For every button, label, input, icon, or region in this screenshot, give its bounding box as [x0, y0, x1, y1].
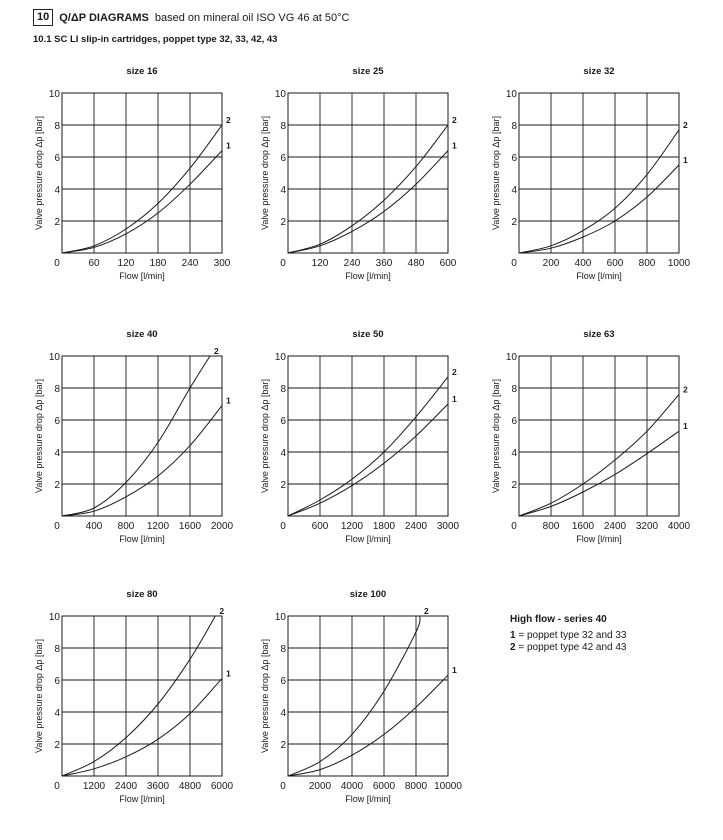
y-tick-label: 2 — [54, 740, 60, 751]
y-tick-label: 10 — [274, 612, 286, 623]
x-axis-label: Flow [l/min] — [576, 534, 622, 544]
y-tick-label: 8 — [511, 384, 517, 395]
x-tick-label: 1600 — [178, 521, 202, 532]
chart-size-63 — [491, 329, 691, 544]
y-tick-label: 6 — [511, 416, 517, 427]
chart-title: size 32 — [583, 66, 615, 77]
plot-frame — [288, 356, 448, 516]
x-tick-label: 600 — [606, 258, 624, 269]
chart-title: size 63 — [583, 329, 615, 340]
x-tick-label: 400 — [85, 521, 103, 532]
x-axis-label: Flow [l/min] — [119, 534, 165, 544]
x-tick-label: 0 — [54, 258, 60, 269]
legend — [510, 614, 627, 654]
x-tick-label: 4800 — [178, 781, 202, 792]
y-tick-label: 6 — [511, 153, 517, 164]
series-label-1: 1 — [452, 394, 457, 404]
x-axis-label: Flow [l/min] — [345, 534, 391, 544]
y-tick-label: 2 — [511, 217, 517, 228]
series-label-2: 2 — [452, 115, 457, 125]
series-label-2: 2 — [214, 346, 219, 356]
chart-size-25 — [260, 66, 457, 281]
y-tick-label: 10 — [274, 352, 286, 363]
series-line-1 — [288, 151, 448, 253]
series-line-1 — [62, 151, 222, 253]
y-tick-label: 2 — [280, 480, 286, 491]
series-label-1: 1 — [452, 140, 457, 151]
legend-key-1: 1 — [510, 630, 516, 641]
x-tick-label: 0 — [280, 781, 286, 792]
x-tick-label: 3600 — [146, 781, 170, 792]
series-label-1: 1 — [683, 421, 688, 432]
y-tick-label: 10 — [505, 89, 517, 100]
y-tick-label: 10 — [48, 612, 60, 623]
plot-frame — [288, 93, 448, 253]
x-axis-label: Flow [l/min] — [345, 271, 391, 281]
x-tick-label: 10000 — [434, 781, 462, 792]
y-tick-label: 6 — [54, 416, 60, 427]
series-line-1 — [62, 406, 222, 516]
y-tick-label: 8 — [280, 384, 286, 395]
y-tick-label: 8 — [54, 644, 60, 655]
legend-text-1: = poppet type 32 and 33 — [515, 630, 627, 641]
x-axis-label: Flow [l/min] — [345, 794, 391, 804]
x-tick-label: 2400 — [114, 781, 138, 792]
series-line-1 — [519, 431, 679, 516]
x-tick-label: 120 — [117, 258, 135, 269]
series-label-2: 2 — [219, 606, 225, 616]
plot-frame — [519, 93, 679, 253]
y-axis-label: Valve pressure drop Δp [bar] — [34, 639, 44, 753]
chart-title: size 25 — [352, 66, 384, 77]
series-label-1: 1 — [226, 668, 231, 679]
series-line-2 — [288, 616, 420, 776]
y-tick-label: 4 — [280, 185, 286, 196]
y-tick-label: 6 — [54, 676, 60, 687]
y-tick-label: 2 — [54, 217, 60, 228]
series-label-1: 1 — [683, 155, 688, 165]
y-tick-label: 2 — [280, 740, 286, 751]
x-tick-label: 0 — [54, 521, 60, 532]
x-tick-label: 600 — [311, 521, 329, 532]
chart-size-16 — [34, 66, 231, 281]
legend-title: High flow - series 40 — [510, 614, 607, 625]
y-tick-label: 8 — [54, 121, 60, 132]
series-label-2: 2 — [452, 366, 457, 377]
x-tick-label: 800 — [542, 521, 560, 532]
series-line-2 — [62, 356, 210, 516]
y-tick-label: 4 — [280, 448, 286, 459]
x-tick-label: 0 — [511, 258, 517, 269]
x-axis-label: Flow [l/min] — [119, 271, 165, 281]
y-axis-label: Valve pressure drop Δp [bar] — [260, 116, 270, 230]
y-tick-label: 8 — [280, 644, 286, 655]
series-line-1 — [62, 678, 222, 776]
chart-size-80 — [34, 589, 234, 804]
y-tick-label: 2 — [280, 217, 286, 228]
legend-item-2 — [510, 642, 627, 654]
x-tick-label: 3000 — [436, 521, 460, 532]
y-axis-label: Valve pressure drop Δp [bar] — [34, 116, 44, 230]
x-tick-label: 8000 — [404, 781, 428, 792]
series-line-1 — [288, 404, 448, 516]
section-title: Q/ΔP DIAGRAMS — [59, 11, 149, 24]
y-tick-label: 4 — [511, 448, 517, 459]
y-axis-label: Valve pressure drop Δp [bar] — [491, 116, 501, 230]
y-tick-label: 2 — [54, 480, 60, 491]
y-tick-label: 8 — [511, 121, 517, 132]
chart-title: size 100 — [349, 589, 387, 600]
x-tick-label: 1800 — [372, 521, 396, 532]
series-line-1 — [519, 165, 679, 253]
series-line-2 — [288, 377, 448, 516]
series-label-1: 1 — [226, 140, 231, 151]
chart-size-100 — [260, 589, 462, 804]
y-tick-label: 6 — [54, 153, 60, 164]
chart-title: size 50 — [352, 329, 384, 340]
series-label-2: 2 — [424, 606, 429, 616]
x-tick-label: 4000 — [667, 521, 691, 532]
x-tick-label: 2000 — [308, 781, 332, 792]
plot-frame — [519, 356, 679, 516]
x-tick-label: 0 — [280, 258, 286, 269]
chart-size-40 — [34, 329, 234, 544]
x-tick-label: 60 — [88, 258, 100, 269]
chart-title: size 16 — [126, 66, 158, 77]
y-tick-label: 4 — [54, 448, 60, 459]
x-tick-label: 1200 — [340, 521, 364, 532]
x-tick-label: 480 — [407, 258, 425, 269]
x-tick-label: 1600 — [571, 521, 595, 532]
y-tick-label: 8 — [280, 121, 286, 132]
y-tick-label: 2 — [511, 480, 517, 491]
series-label-2: 2 — [226, 115, 231, 125]
x-tick-label: 200 — [542, 258, 560, 269]
x-tick-label: 800 — [638, 258, 656, 269]
legend-text-2: = poppet type 42 and 43 — [515, 642, 627, 653]
x-tick-label: 0 — [54, 781, 60, 792]
x-tick-label: 800 — [117, 521, 135, 532]
x-tick-label: 600 — [439, 258, 457, 269]
x-tick-label: 240 — [181, 258, 199, 269]
x-tick-label: 1200 — [146, 521, 170, 532]
series-label-2: 2 — [683, 384, 688, 395]
y-tick-label: 10 — [505, 352, 517, 363]
chart-size-32 — [491, 66, 691, 281]
x-tick-label: 120 — [311, 258, 329, 269]
y-tick-label: 8 — [54, 384, 60, 395]
x-tick-label: 2400 — [603, 521, 627, 532]
x-tick-label: 0 — [511, 521, 517, 532]
x-tick-label: 6000 — [372, 781, 396, 792]
y-axis-label: Valve pressure drop Δp [bar] — [34, 379, 44, 493]
y-tick-label: 6 — [280, 416, 286, 427]
series-line-2 — [62, 616, 215, 776]
chart-title: size 80 — [126, 589, 158, 600]
series-label-2: 2 — [683, 119, 688, 130]
x-tick-label: 4000 — [340, 781, 364, 792]
x-tick-label: 1000 — [667, 258, 691, 269]
series-label-1: 1 — [226, 395, 231, 406]
y-tick-label: 6 — [280, 676, 286, 687]
x-tick-label: 240 — [343, 258, 361, 269]
y-tick-label: 6 — [280, 153, 286, 164]
x-tick-label: 0 — [280, 521, 286, 532]
legend-item-1 — [510, 630, 627, 642]
plot-frame — [62, 93, 222, 253]
y-tick-label: 4 — [511, 185, 517, 196]
y-tick-label: 10 — [48, 89, 60, 100]
x-tick-label: 2000 — [210, 521, 234, 532]
series-line-1 — [288, 675, 448, 776]
chart-title: size 40 — [126, 329, 158, 340]
y-tick-label: 4 — [54, 185, 60, 196]
x-tick-label: 360 — [375, 258, 393, 269]
x-tick-label: 400 — [574, 258, 592, 269]
plot-frame — [288, 616, 448, 776]
section-subtitle: based on mineral oil ISO VG 46 at 50°C — [154, 11, 350, 24]
series-line-2 — [519, 394, 679, 516]
legend-key-2: 2 — [510, 642, 516, 653]
x-axis-label: Flow [l/min] — [119, 794, 165, 804]
y-axis-label: Valve pressure drop Δp [bar] — [491, 379, 501, 493]
x-tick-label: 6000 — [210, 781, 234, 792]
y-tick-label: 10 — [48, 352, 60, 363]
x-tick-label: 1200 — [82, 781, 106, 792]
subsection-heading: 10.1 SC LI slip-in cartridges, poppet type 32, 33, 42, 43 — [33, 34, 278, 45]
chart-size-50 — [260, 329, 460, 544]
x-tick-label: 180 — [149, 258, 167, 269]
x-tick-label: 2400 — [404, 521, 428, 532]
section-number-badge: 10 — [33, 9, 53, 26]
y-axis-label: Valve pressure drop Δp [bar] — [260, 639, 270, 753]
y-axis-label: Valve pressure drop Δp [bar] — [260, 379, 270, 493]
plot-frame — [62, 616, 222, 776]
y-tick-label: 10 — [274, 89, 286, 100]
y-tick-label: 4 — [54, 708, 60, 719]
y-tick-label: 4 — [280, 708, 286, 719]
x-tick-label: 300 — [213, 258, 231, 269]
x-tick-label: 3200 — [635, 521, 659, 532]
series-line-2 — [519, 130, 679, 253]
series-label-1: 1 — [452, 665, 457, 676]
x-axis-label: Flow [l/min] — [576, 271, 622, 281]
